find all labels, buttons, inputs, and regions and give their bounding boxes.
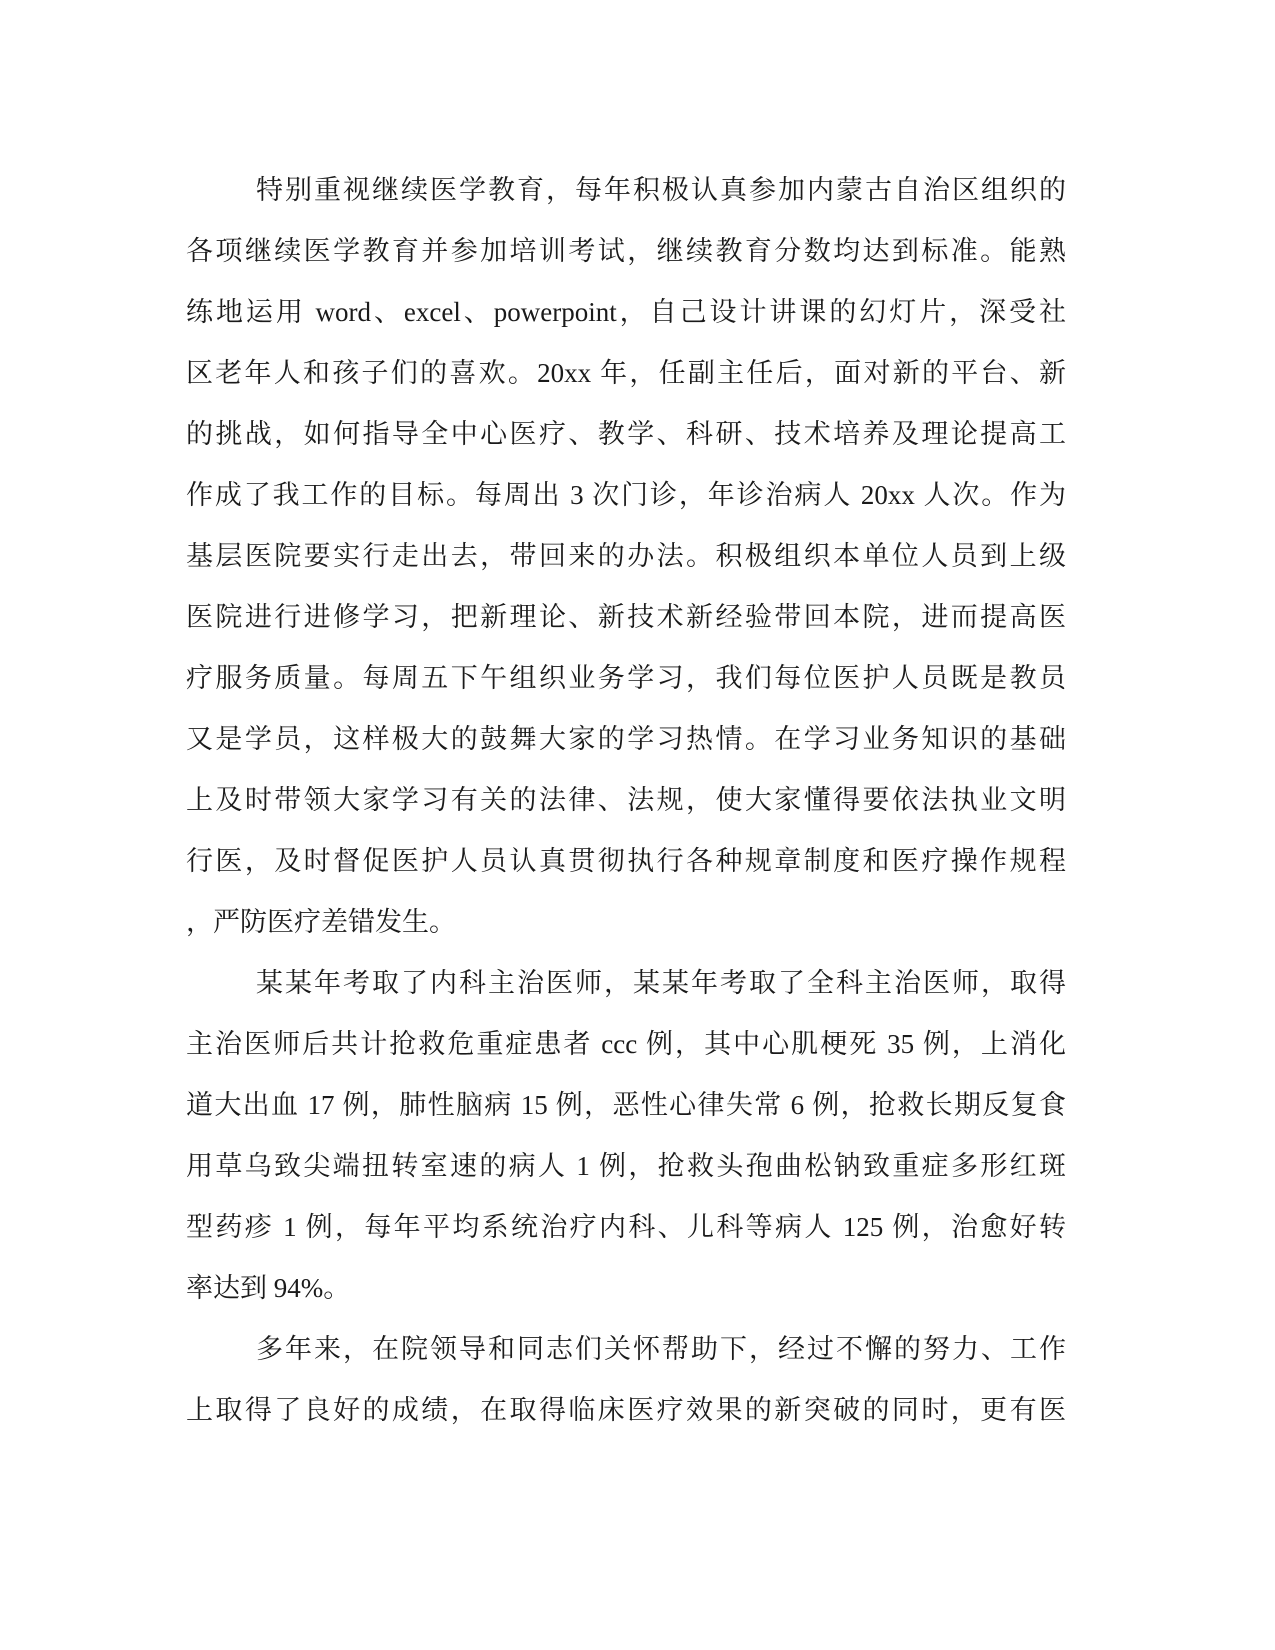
paragraph-1-line: 疗服务质量。每周五下午组织业务学习，我们每位医护人员既是教员: [186, 663, 1066, 693]
paragraph-1-line: 的挑战，如何指导全中心医疗、教学、科研、技术培养及理论提高工: [186, 419, 1066, 449]
paragraph-1-line: 又是学员，这样极大的鼓舞大家的学习热情。在学习业务知识的基础: [186, 724, 1066, 754]
paragraph-1-line: 医院进行进修学习，把新理论、新技术新经验带回本院，进而提高医: [186, 602, 1066, 632]
paragraph-1-line: 区老年人和孩子们的喜欢。20xx 年，任副主任后，面对新的平台、新: [186, 358, 1066, 388]
paragraph-1-line: 各项继续医学教育并参加培训考试，继续教育分数均达到标准。能熟: [186, 236, 1066, 266]
paragraph-1-line: 作成了我工作的目标。每周出 3 次门诊，年诊治病人 20xx 人次。作为: [186, 480, 1066, 510]
paragraph-2-line: 型药疹 1 例，每年平均系统治疗内科、儿科等病人 125 例，治愈好转: [186, 1212, 1066, 1242]
paragraph-1-line: 特别重视继续医学教育，每年积极认真参加内蒙古自治区组织的: [256, 175, 1066, 205]
paragraph-1-line: ，严防医疗差错发生。: [186, 907, 456, 937]
document-body: [186, 160, 1066, 1441]
paragraph-1-line: 行医，及时督促医护人员认真贯彻执行各种规章制度和医疗操作规程: [186, 846, 1066, 876]
paragraph-2-line: 率达到 94%。: [186, 1273, 351, 1303]
paragraph-1-line: 练地运用 word、excel、powerpoint，自己设计讲课的幻灯片，深受社: [186, 297, 1066, 327]
paragraph-1-line: 上及时带领大家学习有关的法律、法规，使大家懂得要依法执业文明: [186, 785, 1066, 815]
paragraph-2-line: 某某年考取了内科主治医师，某某年考取了全科主治医师，取得: [256, 968, 1066, 998]
paragraph-2-line: 道大出血 17 例，肺性脑病 15 例，恶性心律失常 6 例，抢救长期反复食: [186, 1090, 1066, 1120]
paragraph-2-line: 用草乌致尖端扭转室速的病人 1 例，抢救头孢曲松钠致重症多形红斑: [186, 1151, 1066, 1181]
paragraph-2-line: 主治医师后共计抢救危重症患者 ccc 例，其中心肌梗死 35 例，上消化: [186, 1029, 1066, 1059]
paragraph-1-line: 基层医院要实行走出去，带回来的办法。积极组织本单位人员到上级: [186, 541, 1066, 571]
paragraph-3-line: 上取得了良好的成绩，在取得临床医疗效果的新突破的同时，更有医: [186, 1395, 1066, 1425]
paragraph-3-line: 多年来，在院领导和同志们关怀帮助下，经过不懈的努力、工作: [256, 1334, 1066, 1364]
